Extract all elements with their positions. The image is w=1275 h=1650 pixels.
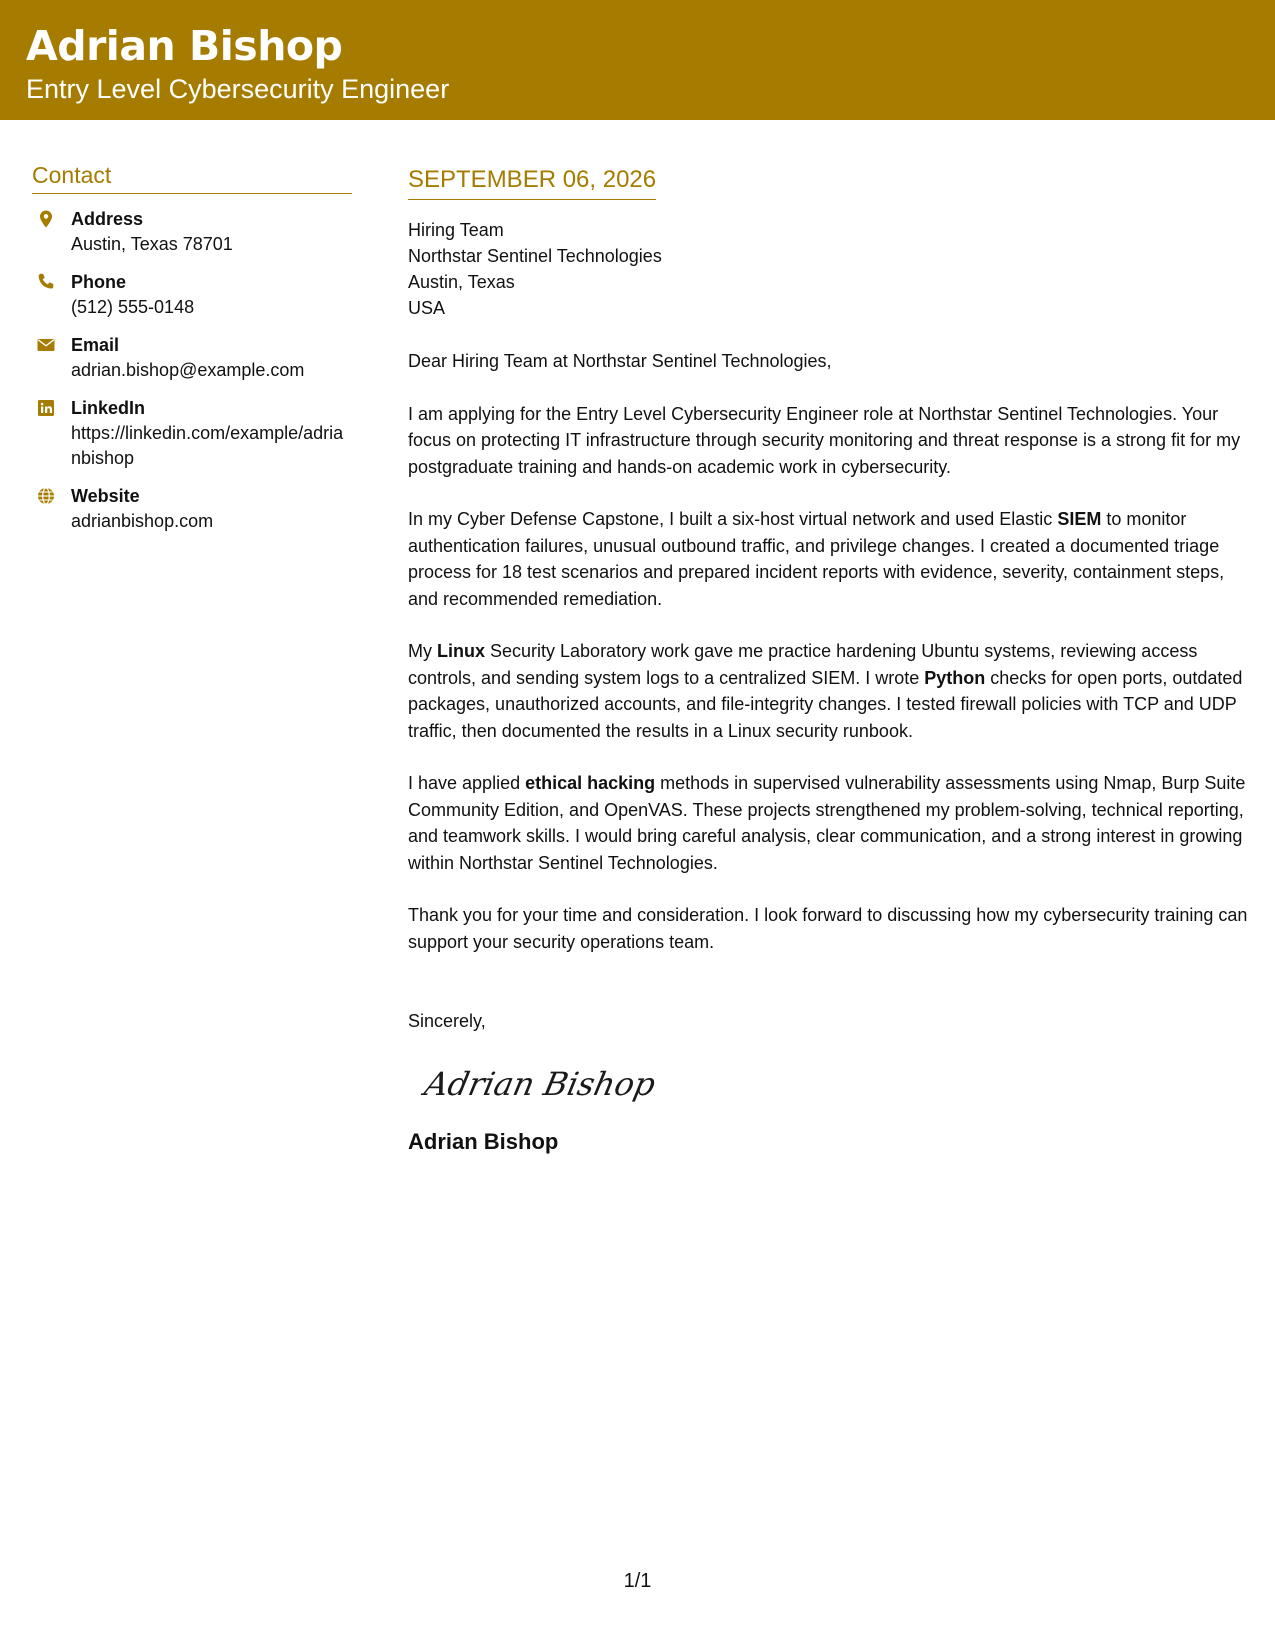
contact-value: (512) 555-0148 bbox=[71, 297, 195, 317]
contact-email bbox=[32, 333, 352, 383]
letter-date: SEPTEMBER 06, 2026 bbox=[408, 164, 656, 200]
contact-phone bbox=[32, 270, 352, 320]
contact-value: adrian.bishop@example.com bbox=[71, 360, 305, 380]
location-pin-icon bbox=[36, 209, 56, 229]
contact-label: LinkedIn bbox=[71, 398, 146, 418]
recipient-line: Austin, Texas bbox=[408, 272, 515, 292]
letter-paragraphs bbox=[408, 401, 1253, 956]
bold-keyword: Python bbox=[924, 667, 986, 688]
letter-body bbox=[408, 164, 1253, 1155]
linkedin-icon bbox=[36, 398, 56, 418]
applicant-name: Adrian Bishop bbox=[26, 22, 343, 70]
paragraph-text: I am applying for the Entry Level Cybersecurity Engineer role at Northstar Sentinel Technologies. Your focus on protecting IT infrastructure through security monitoring and threat response is a strong fit for my postgraduate training and hands-on academic work in cybersecurity. bbox=[408, 403, 1241, 477]
paragraph-text: Security Laboratory work gave me practice hardening Ubuntu systems, reviewing access controls, and sending system logs to a centralized SIEM. I wrote bbox=[408, 641, 1198, 688]
contact-sidebar bbox=[32, 162, 352, 534]
signature-image bbox=[420, 1053, 660, 1111]
letter-paragraph bbox=[408, 506, 1253, 612]
bold-keyword: SIEM bbox=[1057, 509, 1102, 529]
closing: Sincerely, bbox=[408, 1011, 486, 1031]
contact-linkedin bbox=[32, 396, 352, 471]
recipient-line: Hiring Team bbox=[408, 220, 504, 240]
contact-label: Website bbox=[71, 486, 140, 506]
contact-link[interactable]: https://linkedin.com/example/adrianbishop bbox=[71, 423, 344, 468]
phone-icon bbox=[36, 272, 56, 292]
paragraph-text: In my Cyber Defense Capstone, I built a six-host virtual network and used Elastic bbox=[408, 509, 1058, 529]
letter-paragraph bbox=[408, 401, 1253, 481]
greeting: Dear Hiring Team at Northstar Sentinel Technologies, bbox=[408, 351, 832, 371]
applicant-role: Entry Level Cybersecurity Engineer bbox=[26, 74, 450, 104]
contact-heading: Contact bbox=[32, 162, 352, 194]
page-number: 1/1 bbox=[623, 1570, 652, 1592]
paragraph-text: Thank you for your time and consideration. I look forward to discussing how my cybersecurity training can support your security operations team. bbox=[408, 905, 1248, 952]
globe-icon bbox=[36, 486, 56, 506]
contact-label: Address bbox=[71, 209, 144, 229]
contact-website bbox=[32, 484, 352, 534]
letter-paragraph bbox=[408, 902, 1253, 955]
contact-address bbox=[32, 207, 352, 257]
bold-keyword: Linux bbox=[437, 641, 485, 661]
contact-label: Phone bbox=[71, 272, 127, 292]
paragraph-text: methods in supervised vulnerability assessments using Nmap, Burp Suite Community Edition, and OpenVAS. These projects strengthened my problem-solving, technical reporting, and teamwork skills. I would bring careful analysis, clear communication, and a strong interest in growing within Northstar Sentinel Technologies. bbox=[408, 773, 1246, 873]
contact-label: Email bbox=[71, 335, 120, 355]
contact-link[interactable]: adrianbishop.com bbox=[71, 511, 214, 531]
letter-paragraph bbox=[408, 638, 1253, 744]
svg-text:Adrian Bishop: Adrian Bishop bbox=[421, 1064, 659, 1103]
paragraph-text: to monitor authentication failures, unusual outbound traffic, and privilege changes. I created a documented triage process for 18 test scenarios and prepared incident reports with evidence, severity, containment steps, and recommended remediation. bbox=[408, 509, 1225, 609]
header-banner bbox=[0, 0, 1275, 120]
recipient-line: USA bbox=[408, 298, 446, 318]
contact-value: Austin, Texas 78701 bbox=[71, 234, 233, 254]
paragraph-text: checks for open ports, outdated packages, unauthorized accounts, and file-integrity changes. I tested firewall policies with TCP and UDP traffic, then documented the results in a Linux security runbook. bbox=[408, 667, 1243, 741]
letter-paragraph bbox=[408, 770, 1253, 876]
paragraph-text: I have applied bbox=[408, 773, 526, 793]
signer-name: Adrian Bishop bbox=[408, 1128, 559, 1154]
bold-keyword: ethical hacking bbox=[525, 773, 656, 793]
envelope-icon bbox=[36, 335, 56, 355]
paragraph-text: My bbox=[408, 641, 437, 661]
recipient-line: Northstar Sentinel Technologies bbox=[408, 246, 662, 266]
recipient-block bbox=[408, 217, 1253, 321]
